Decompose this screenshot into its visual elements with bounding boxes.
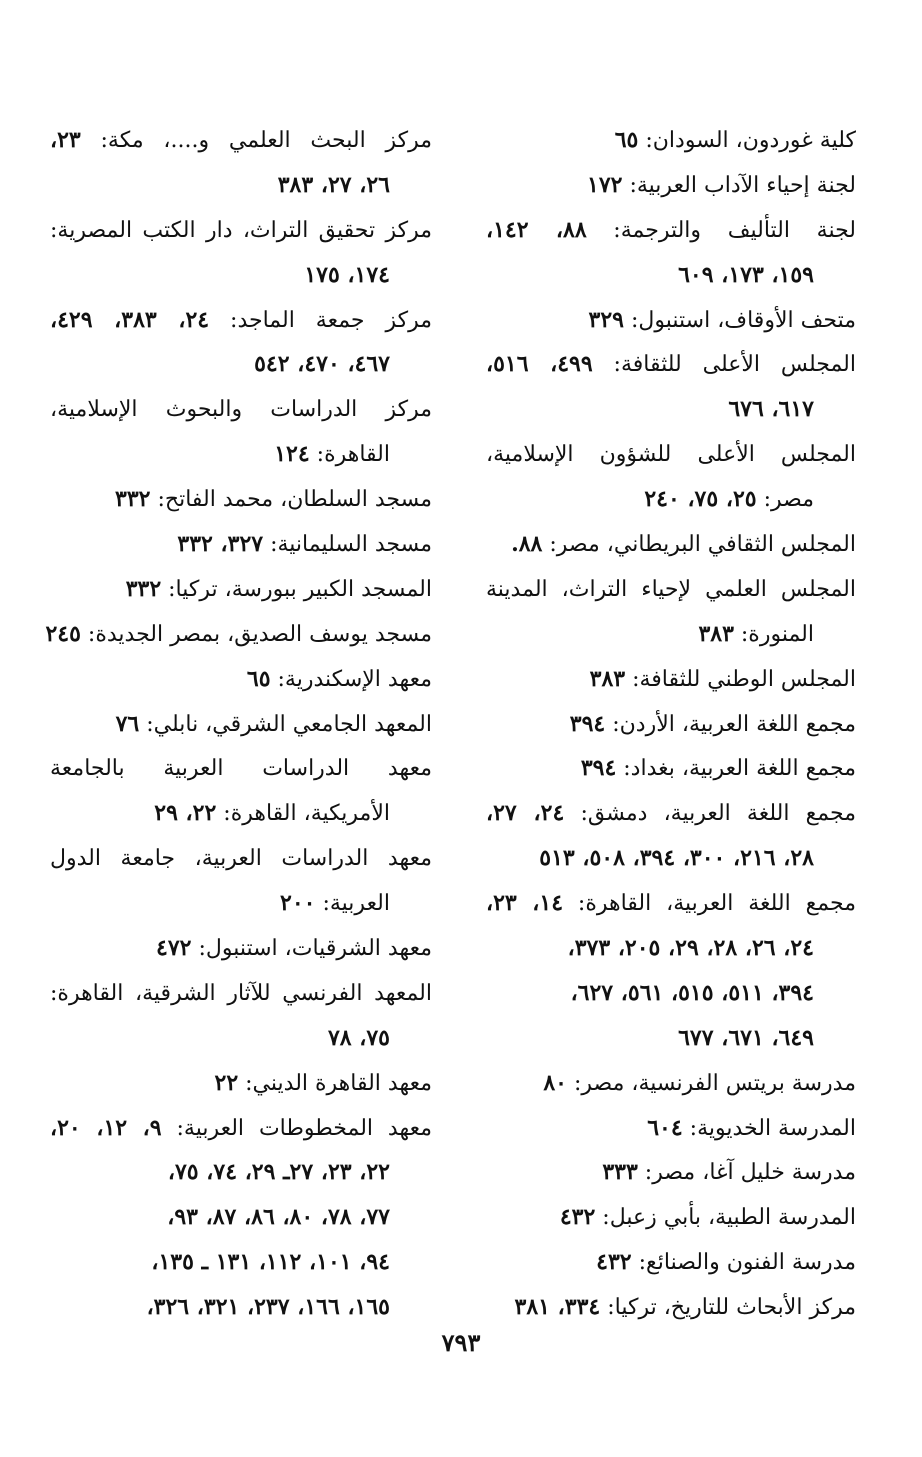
index-entry-line [50, 971, 432, 1016]
index-entry-line [486, 1240, 856, 1285]
entry-label: معهد القاهرة الديني: [238, 1070, 432, 1096]
entry-page-numbers: ٧٥، ٧٨ [327, 1024, 390, 1051]
index-entry-line [486, 567, 856, 612]
entry-page-numbers: ٢٥، ٧٥، ٢٤٠ [644, 486, 757, 513]
entry-page-numbers: ٣٢٩ [588, 306, 624, 333]
index-entry-line [486, 612, 856, 657]
index-entry-line [486, 836, 856, 881]
index-entry-line [50, 522, 432, 567]
entry-page-numbers: ٦٤٩، ٦٧١، ٦٧٧ [678, 1024, 814, 1051]
entry-label: المسجد الكبير ببورسة، تركيا: [161, 576, 432, 602]
index-entry-line [50, 702, 432, 747]
index-entry-line [50, 1106, 432, 1151]
index-entry-line [486, 342, 856, 387]
index-entry-line [486, 298, 856, 343]
entry-label: متحف الأوقاف، استنبول: [623, 307, 856, 333]
entry-page-numbers: ٦٥ [246, 665, 271, 692]
index-entry-line [50, 836, 432, 881]
index-entry-line [486, 208, 856, 253]
index-entry-line [486, 1106, 856, 1151]
index-entry-line [486, 746, 856, 791]
entry-label: المعهد الفرنسي للآثار الشرقية، القاهرة: [50, 980, 432, 1006]
entry-page-numbers: ٣٩٤ [569, 710, 606, 737]
entry-label: مدرسة خليل آغا، مصر: [637, 1160, 856, 1186]
index-entry-line [486, 1150, 856, 1195]
entry-label: معهد المخطوطات العربية: [161, 1115, 433, 1141]
index-entry-line [50, 791, 432, 836]
index-entry-line [486, 432, 856, 477]
index-entry-line [50, 881, 432, 926]
index-entry-line [50, 208, 432, 253]
entry-page-numbers: ٣٩٤ [580, 755, 617, 782]
entry-label: مجمع اللغة العربية، الأردن: [605, 711, 856, 737]
index-entry-line [486, 118, 856, 163]
index-entry-line [50, 163, 432, 208]
entry-label: مصر: [756, 487, 814, 513]
index-entry-line [486, 253, 856, 298]
entry-page-numbers: ١٧٢ [587, 171, 623, 198]
index-entry-line [486, 1061, 856, 1106]
index-entry-line [486, 791, 856, 836]
index-entry-line [50, 387, 432, 432]
entry-page-numbers: ٣٨٣ [589, 665, 626, 692]
entry-page-numbers: ١٢٤ [274, 441, 310, 468]
entry-label: معهد الإسكندرية: [270, 666, 432, 692]
index-entry-line [45, 612, 432, 657]
index-entry-line [50, 477, 432, 522]
entry-label: لجنة التأليف والترجمة: [586, 217, 856, 243]
entry-label: معهد الشرقيات، استنبول: [191, 936, 432, 962]
index-entry-line [50, 1061, 432, 1106]
entry-label: معهد الدراسات العربية، جامعة الدول [50, 846, 432, 872]
index-entry-line [50, 298, 432, 343]
entry-page-numbers: ٦٠٤ [647, 1114, 683, 1141]
index-entry-line [486, 477, 856, 522]
entry-label: المدرسة الطبية، بأبي زعبل: [595, 1205, 856, 1231]
entry-label: مركز الأبحاث للتاريخ، تركيا: [600, 1295, 856, 1321]
index-entry-line [486, 387, 856, 432]
entry-page-numbers: ٦١٧، ٦٧٦ [728, 396, 814, 423]
entry-label: مركز البحث العلمي و....، مكة: [80, 128, 432, 153]
entry-label: مسجد السلطان، محمد الفاتح: [150, 487, 432, 513]
entry-page-numbers: ٢٢ [214, 1069, 239, 1096]
entry-page-numbers: ٢٤، ٢٧، [486, 800, 565, 827]
entry-page-numbers: ٢٤، ٢٦، ٢٨، ٢٩، ٢٠٥، ٣٧٣، [567, 935, 814, 962]
entry-label: المجلس العلمي لإحياء التراث، المدينة [486, 576, 856, 602]
entry-page-numbers: ٩٤، ١٠١، ١١٢، ١٣١ ـ ١٣٥، [151, 1249, 390, 1276]
entry-page-numbers: ٤٩٩، ٥١٦، [486, 351, 593, 378]
index-entry-line [486, 522, 856, 567]
entry-page-numbers: ٩، ١٢، ٢٠، [50, 1114, 162, 1141]
entry-page-numbers: ٢٢، ٢٣، ٢٧ـ ٢٩، ٧٤، ٧٥، [167, 1159, 390, 1186]
entry-page-numbers: ٧٧، ٧٨، ٨٠، ٨٦، ٨٧، ٩٣، [167, 1204, 390, 1231]
index-entry-line [486, 163, 856, 208]
entry-page-numbers: ٨٨. [511, 531, 543, 558]
entry-label: المعهد الجامعي الشرقي، نابلي: [139, 711, 432, 737]
index-entry-line [486, 702, 856, 747]
entry-page-numbers: ١٤، ٢٣، [486, 890, 564, 917]
entry-page-numbers: ٣٣٢ [125, 575, 162, 602]
entry-page-numbers: ٣٩٤، ٥١١، ٥١٥، ٥٦١، ٦٢٧، [570, 979, 814, 1006]
entry-page-numbers: ١٦٥، ١٦٦، ٢٣٧، ٣٢١، ٣٢٦، [146, 1294, 390, 1321]
index-entry-line [486, 881, 856, 926]
index-column-right [486, 118, 856, 1330]
entry-label: المجلس الأعلى للشؤون الإسلامية، [486, 442, 856, 468]
entry-page-numbers: ٢٤، ٣٨٣، ٤٢٩، [50, 306, 210, 333]
entry-label: مجمع اللغة العربية، القاهرة: [563, 891, 856, 917]
index-entry-line [486, 1285, 856, 1330]
entry-page-numbers: ٣٣٢ [115, 486, 151, 513]
entry-label: المجلس الأعلى للثقافة: [592, 352, 856, 378]
index-entry-line [50, 253, 432, 298]
entry-page-numbers: ٤٣٢ [559, 1204, 596, 1231]
entry-label: مجمع اللغة العربية، بغداد: [616, 756, 856, 782]
entry-page-numbers: ٤٧٢ [156, 935, 192, 962]
entry-label: مجمع اللغة العربية، دمشق: [564, 801, 856, 827]
entry-label: المدرسة الخديوية: [682, 1115, 856, 1141]
index-entry-line [50, 118, 432, 163]
index-entry-line [50, 746, 432, 791]
entry-page-numbers: ٦٥ [614, 127, 639, 153]
entry-page-numbers: ٣٣٣ [602, 1159, 638, 1186]
entry-page-numbers: ٣٣٤، ٣٨١ [514, 1294, 601, 1321]
entry-page-numbers: ٢٦، ٢٧، ٣٨٣ [277, 171, 390, 198]
entry-label: القاهرة: [309, 442, 390, 468]
index-entry-line [50, 342, 432, 387]
entry-label: مركز الدراسات والبحوث الإسلامية، [50, 397, 432, 423]
entry-label: مسجد السليمانية: [263, 532, 432, 558]
entry-label: مركز جمعة الماجد: [209, 307, 432, 333]
index-entry-line [50, 432, 432, 477]
index-entry-line [50, 1285, 432, 1330]
entry-label: مدرسة الفنون والصنائع: [631, 1250, 856, 1276]
entry-page-numbers: ١٥٩، ١٧٣، ٦٠٩ [678, 261, 814, 288]
index-entry-line [50, 1150, 432, 1195]
entry-page-numbers: ٧٦ [115, 710, 140, 737]
entry-page-numbers: ٨٨، ١٤٢، [486, 216, 587, 243]
entry-page-numbers: ١٧٤، ١٧٥ [304, 261, 390, 288]
entry-page-numbers: ٢٠٠ [280, 890, 316, 917]
index-entry-line [486, 657, 856, 702]
index-entry-line [50, 567, 432, 612]
entry-label: مدرسة بريتس الفرنسية، مصر: [566, 1070, 856, 1096]
index-entry-line [50, 1016, 432, 1061]
entry-label: الأمريكية، القاهرة: [216, 801, 390, 827]
entry-label: مركز تحقيق التراث، دار الكتب المصرية: [50, 217, 432, 243]
index-entry-line [486, 1195, 856, 1240]
entry-label: معهد الدراسات العربية بالجامعة [50, 756, 432, 782]
index-entry-line [486, 971, 856, 1016]
entry-label: المجلس الوطني للثقافة: [625, 666, 856, 692]
entry-page-numbers: ٢٣، [50, 127, 81, 153]
index-entry-line [50, 657, 432, 702]
entry-label: العربية: [315, 891, 390, 917]
entry-label: المجلس الثقافي البريطاني، مصر: [542, 532, 856, 558]
entry-page-numbers: ٣٢٧، ٣٣٢ [177, 531, 264, 558]
index-column-left [45, 118, 433, 1330]
entry-page-numbers: ٤٣٢ [596, 1249, 632, 1276]
entry-page-numbers: ٣٨٣ [698, 620, 734, 647]
entry-label: كلية غوردون، السودان: [638, 128, 856, 153]
entry-page-numbers: ٢٤٥ [45, 620, 81, 647]
entry-page-numbers: ٢٨، ٢١٦، ٣٠٠، ٣٩٤، ٥٠٨، ٥١٣ [539, 845, 814, 872]
entry-label: مسجد يوسف الصديق، بمصر الجديدة: [80, 621, 432, 647]
index-entry-line [50, 1240, 432, 1285]
entry-label: المنورة: [733, 621, 814, 647]
entry-page-numbers: ٤٦٧، ٤٧٠، ٥٤٢ [254, 351, 390, 378]
index-entry-line [50, 1195, 432, 1240]
page-number: ٧٩٣ [441, 1328, 481, 1357]
entry-page-numbers: ٢٢، ٢٩ [154, 800, 217, 827]
entry-page-numbers: ٨٠ [543, 1069, 567, 1096]
index-entry-line [486, 1016, 856, 1061]
entry-label: لجنة إحياء الآداب العربية: [622, 172, 856, 198]
index-entry-line [50, 926, 432, 971]
index-entry-line [486, 926, 856, 971]
